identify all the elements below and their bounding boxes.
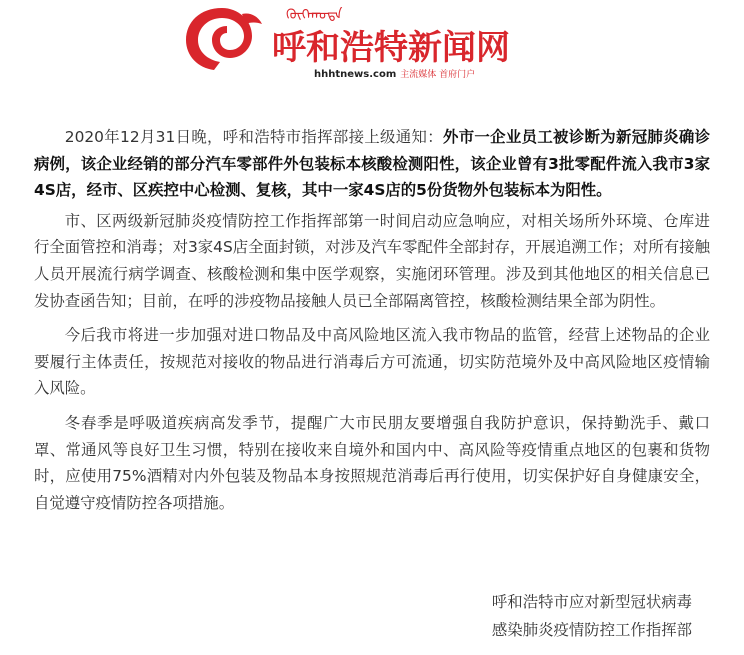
site-name: 呼和浩特新闻网 — [272, 28, 510, 68]
paragraph-1-bold: 外市一企业员工被诊断为新冠肺炎确诊病例，该企业经销的部分汽车零部件外包装标本核酸检测阳性，该企业曾有3批零配件流入我市3家4S店，经市、区疾控中心检测、复核，其中一家4S店的5份货物外包装标本为阳性。 — [34, 128, 710, 200]
site-slogan: 主流媒体 首府门户 — [400, 70, 476, 80]
mongolian-script: ᠬᠥᠬᠡᠬᠣᠲᠠ — [286, 7, 343, 23]
paragraph-4: 冬春季是呼吸道疾病高发季节，提醒广大市民朋友要增强自我防护意识，保持勤洗手、戴口罩、常通风等良好卫生习惯，特别在接收来自境外和国内中、高风险等疫情重点地区的包裹和货物时，应使用75%酒精对内外包装及物品本身按照规范消毒后再行使用，切实保护好自身健康安全，自觉遵守疫情防控各项措施。 — [34, 413, 710, 512]
site-url — [314, 67, 475, 80]
signature-line-1: 呼和浩特市应对新型冠状病毒 — [491, 593, 692, 611]
paragraph-2: 市、区两级新冠肺炎疫情防控工作指挥部第一时间启动应急响应，对相关场所外环境、仓库进行全面管控和消毒；对3家4S店全面封锁，对涉及汽车零配件全部封存，开展追溯工作；对所有接触人员开展流行病学调查、核酸检测和集中医学观察，实施闭环管理。涉及到其他地区的相关信息已发协查函告知；目前，在呼的涉疫物品接触人员已全部隔离管控，核酸检测结果全部为阴性。 — [34, 211, 710, 310]
paragraph-3: 今后我市将进一步加强对进口物品及中高风险地区流入我市物品的监管，经营上述物品的企业要履行主体责任，按规范对接收的物品进行消毒后方可流通，切实防范境外及中高风险地区疫情输入风险。 — [34, 326, 710, 398]
paragraph-1-lead: 2020年12月31日晚，呼和浩特市指挥部接上级通知： — [64, 128, 443, 146]
paragraph-1 — [34, 124, 710, 204]
site-header — [0, 0, 744, 118]
ram-head-logo-icon — [180, 4, 266, 74]
signature-line-2: 感染肺炎疫情防控工作指挥部 — [491, 621, 692, 639]
article-body — [34, 124, 710, 522]
site-logo[interactable] — [180, 0, 580, 80]
site-url-text: hhhtnews.com — [314, 69, 397, 80]
signature-block — [492, 588, 692, 644]
